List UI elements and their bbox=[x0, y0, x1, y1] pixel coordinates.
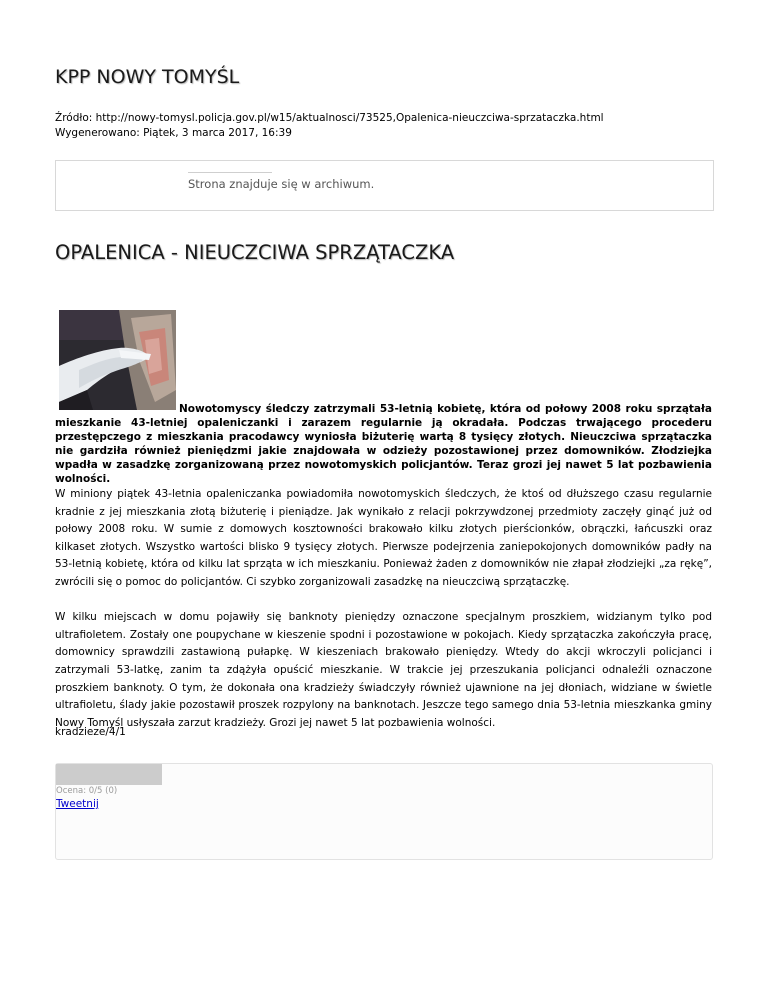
page-meta bbox=[55, 111, 604, 141]
archive-divider bbox=[188, 172, 272, 173]
article-paragraph: W miniony piątek 43-letnia opaleniczanka powiadomiła nowotomyskich śledczych, że ktoś od dłuższego czasu regularnie kradnie z jej mieszkania złotą biżuterię i pieniądze. Jak wynikało z relacji pokrzywdzonej przedmioty zaczęły ginąć już od połowy 2008 roku. W sumie z domowych kosztowności brakowało kilku złotych pierścionków, obrączki, łańcuszki oraz kilkaset złotych. Wszystko wartości blisko 9 tysięcy złotych. Pierwsze podejrzenia zaniepokojonych domowników padły na 53-letnią kobietę, która od kilku lat sprząta w ich mieszkaniu. Ponieważ żaden z domowników nie złapał złodziejki „za rękę”, zwrócili się o pomoc do policjantów. Ci szybko zorganizowali zasadzkę na nieuczciwą sprzątaczkę. bbox=[55, 488, 712, 588]
rating-text: Ocena: 0/5 (0) bbox=[56, 786, 118, 796]
rating-box bbox=[55, 763, 713, 860]
article-paragraph: W kilku miejscach w domu pojawiły się banknoty pieniędzy oznaczone specjalnym proszkiem, widzianym tylko pod ultrafioletem. Zostały one poupychane w kieszenie spodni i pozostawione w pokojach. Kiedy sprzątaczka zakończyła pracę, domownicy sprawdzili zastawioną pułapkę. W kieszeniach brakowało pieniędzy. Wtedy do akcji wkroczyli policjanci i zatrzymali 53-latkę, zanim ta zdążyła opuścić mieszkanie. W trakcie jej przeszukania policjanci odnaleźli oznaczone proszkiem banknoty. O tym, że dokonała ona kradzieży świadczyły również ujawnione na jej dłoniach, widziane w świetle ultrafioletu, ślady jakie pozostawił proszek rozpylony na banknotach. Jeszcze tego samego dnia 53-letnia mieszkanka gminy Nowy Tomyśl usłyszała zarzut kradzieży. Grozi jej nawet 5 lat pozbawienia wolności. bbox=[55, 611, 712, 729]
rating-stars[interactable] bbox=[56, 764, 162, 785]
article-title: OPALENICA - NIEUCZCIWA SPRZĄTACZKA bbox=[55, 241, 455, 264]
source-line: Źródło: http://nowy-tomysl.policja.gov.pl/w15/aktualnosci/73525,Opalenica-nieuczciwa-sprzataczka.html bbox=[55, 112, 604, 124]
article-tag: kradzieze/4/1 bbox=[55, 726, 126, 738]
archive-notice-box bbox=[55, 160, 714, 211]
tweet-link[interactable]: Tweetnij bbox=[56, 798, 99, 810]
site-title: KPP NOWY TOMYŚL bbox=[55, 66, 240, 88]
generated-line: Wygenerowano: Piątek, 3 marca 2017, 16:39 bbox=[55, 127, 292, 139]
article-photo[interactable] bbox=[59, 310, 176, 410]
archive-notice: Strona znajduje się w archiwum. bbox=[188, 177, 375, 191]
article-body bbox=[55, 486, 712, 732]
article-lead: Nowotomyscy śledczy zatrzymali 53-letnią kobietę, która od połowy 2008 roku sprzątała mieszkanie 43-letniej opaleniczanki i zarazem regularnie ją okradała. Podczas trwającego procederu przestępczego z mieszkania pracodawcy wyniosła biżuterię wartą 8 tysięcy złotych. Nieuczciwa sprzątaczka nie gardziła również pieniędzmi jakie znajdowała w odzieży pozostawionej przez domowników. Złodziejka wpadła w zasadzkę zorganizowaną przez nowotomyskich policjantów. Teraz grozi jej nawet 5 lat pozbawienia wolności. bbox=[55, 403, 712, 485]
